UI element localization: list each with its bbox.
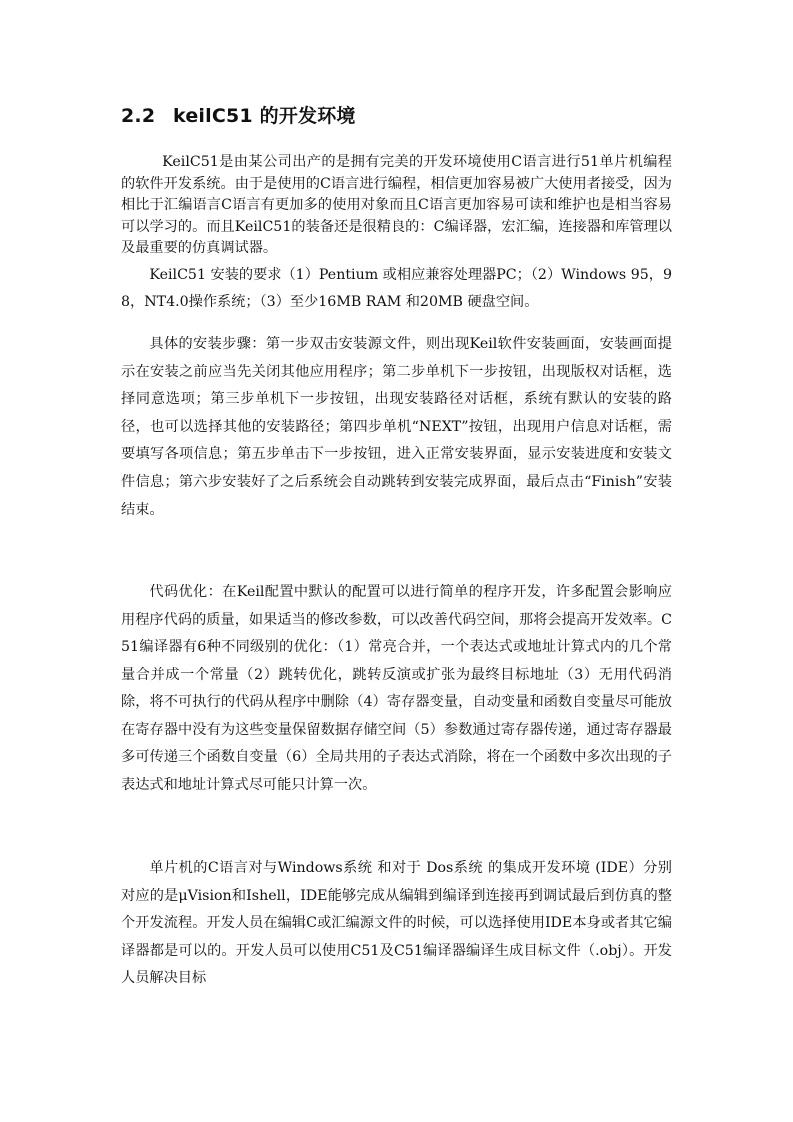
paragraph-install-steps: 具体的安装步骤：第一步双击安装源文件，则出现Keil软件安装画面，安装画面提示在安装之前应当先关闭其他应用程序；第二步单机下一步按钮，出现版权对话框，选择同意选项；第三步单机下一步按钮，出现安装路径对话框，系统有默认的安装的路径，也可以选择其他的安装路径；第四步单机“NEXT”按钮，出现用户信息对话框，需要填写各项信息；第五步单击下一步按钮，进入正常安装界面，显示安装进度和安装文件信息；第六步安装好了之后系统会自动跳转到安装完成界面，最后点击“Finish”安装结束。	[121, 336, 672, 518]
paragraph-intro: KeilC51是由某公司出产的是拥有完美的开发环境使用C语言进行51单片机编程的软件开发系统。由于是使用的C语言进行编程，相信更加容易被广大使用者接受，因为相比于汇编语言C语言有更加多的使用对象而且C语言更加容易可读和维护也是相当容易可以学习的。而且KeilC51的装备还是很精良的：C编译器，宏汇编，连接器和库管理以及最重要的仿真调试器。	[121, 154, 672, 256]
section-heading	[121, 103, 356, 129]
paragraph-requirements: KeilC51 安装的要求（1）Pentium 或相应兼容处理器PC；（2）Windows 95，98，NT4.0操作系统；（3）至少16MB RAM 和20MB 硬盘空间。	[121, 267, 672, 311]
section-number: 2.2	[121, 105, 156, 127]
paragraph-code-optimization: 代码优化：在Keil配置中默认的配置可以进行简单的程序开发，许多配置会影响应用程序代码的质量，如果适当的修改参数，可以改善代码空间，那将会提高开发效率。C51编译器有6种不同级别的优化：（1）常亮合并，一个表达式或地址计算式内的几个常量合并成一个常量（2）跳转优化，跳转反演或扩张为最终目标地址（3）无用代码消除，将不可执行的代码从程序中删除（4）寄存器变量，自动变量和函数自变量尽可能放在寄存器中没有为这些变量保留数据存储空间（5）参数通过寄存器传递，通过寄存器最多可传递三个函数自变量（6）全局共用的子表达式消除，将在一个函数中多次出现的子表达式和地址计算式尽可能只计算一次。	[121, 584, 672, 793]
paragraph-ide: 单片机的C语言对与Windows系统 和对于 Dos系统 的集成开发环境 (IDE）分别对应的是μVision和Ishell，IDE能够完成从编辑到编译到连接再到调试最后到仿真的整个开发流程。开发人员在编辑C或汇编源文件的时候，可以选择使用IDE本身或者其它编译器都是可以的。开发人员可以使用C51及C51编译器编译生成目标文件（.obj）。开发人员解决目标	[121, 860, 672, 987]
section-title: keilC51 的开发环境	[173, 105, 356, 127]
